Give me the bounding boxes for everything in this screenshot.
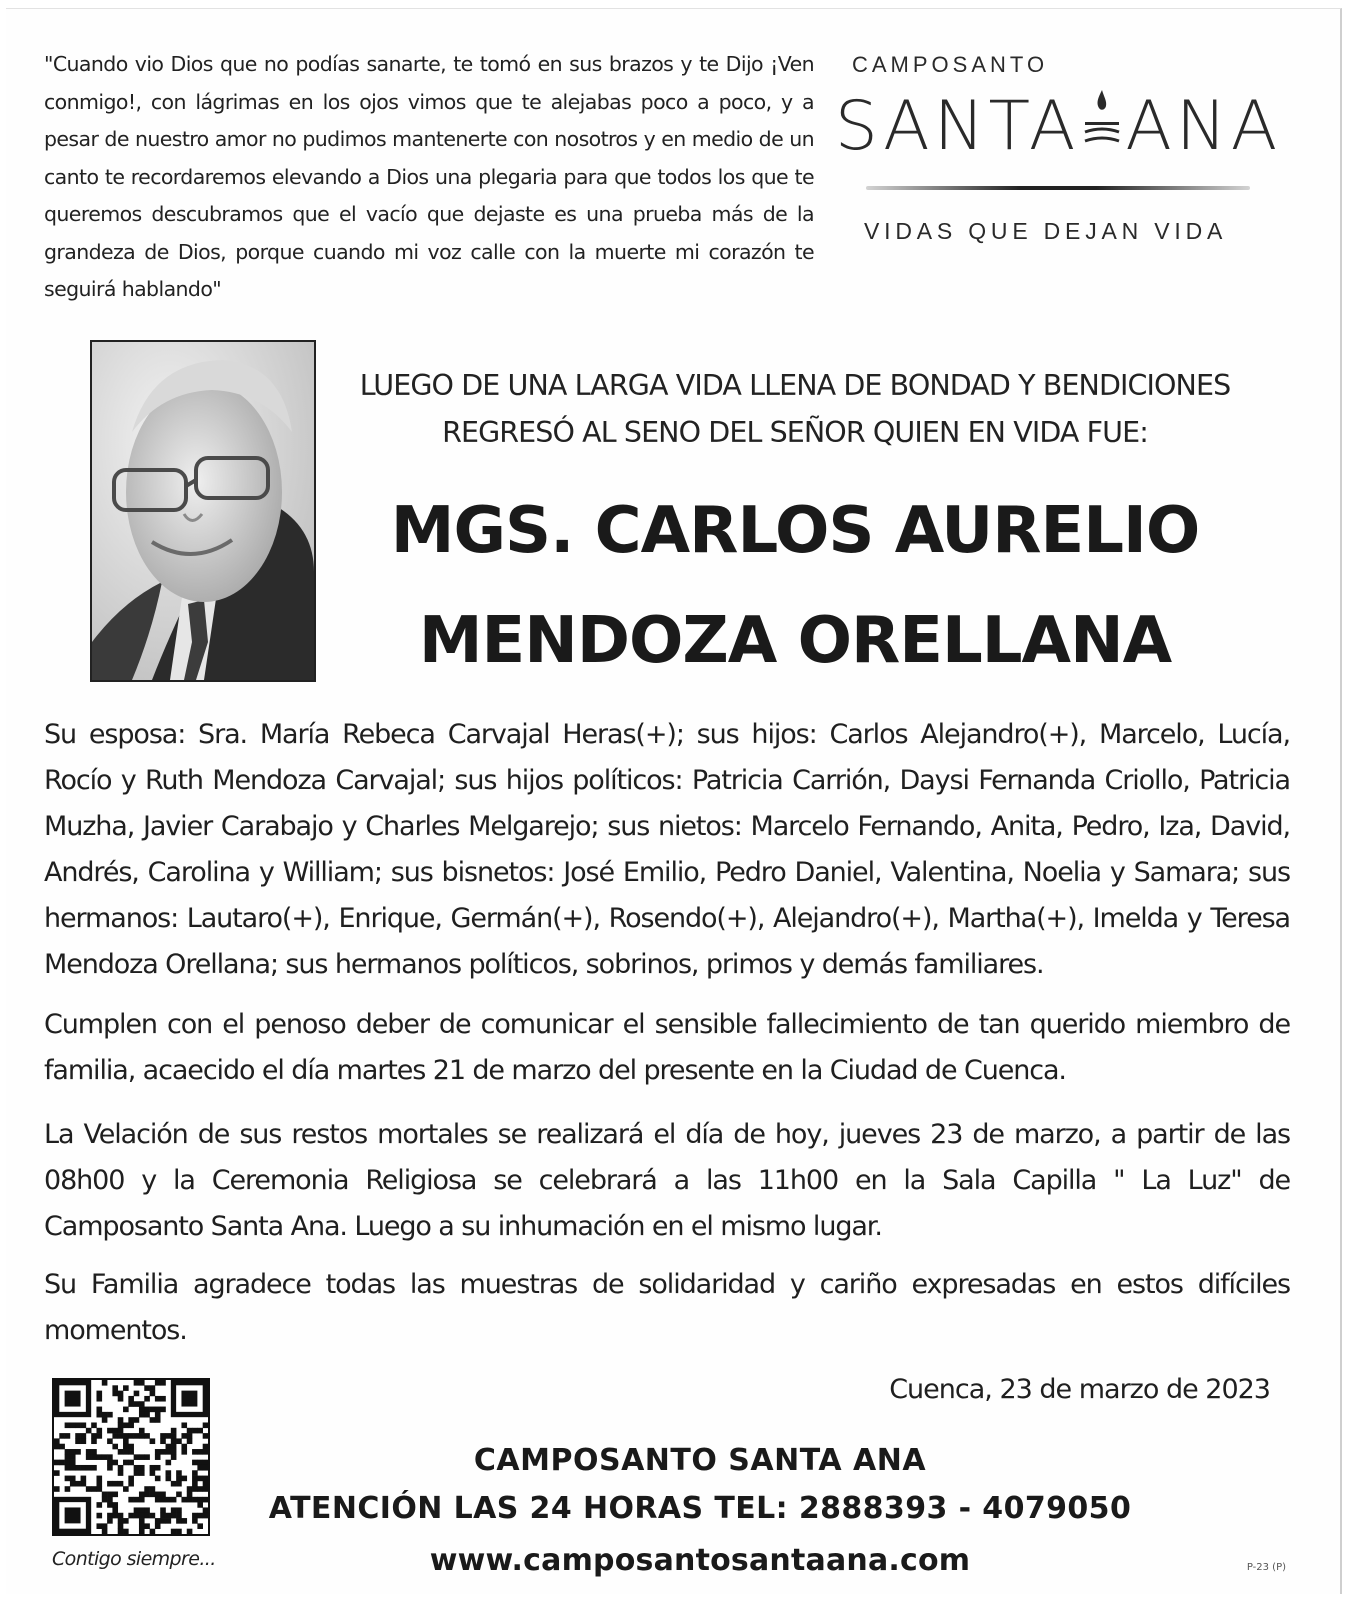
logo-top-text: CAMPOSANTO — [852, 52, 1049, 77]
memorial-quote: "Cuando vio Dios que no podías sanarte, te tomó en sus brazos y te Dijo ¡Ven conmigo!, con lágrimas en los ojos vimos que te alejabas poco a poco, y a pesar de nuestro amor no pudimos mantenerte con nosotros y en medio de un canto te recordaremos elevando a Dios una plegaria para que todos los que te queremos descubramos que el vacío que dejaste es una prueba más de la grandeza de Dios, porque cuando mi voz calle con la muerte mi corazón te seguirá hablando" — [44, 52, 814, 301]
deceased-photo — [90, 340, 316, 682]
announcement-paragraph: Cumplen con el penoso deber de comunicar el sensible fallecimiento de tan querido miembro de familia, acaecido el día martes 21 de marzo del presente en la Ciudad de Cuenca. — [44, 1009, 1290, 1086]
contact-website[interactable]: www.camposantosantaana.com — [429, 1543, 971, 1578]
qr-code[interactable] — [52, 1378, 210, 1536]
qr-code-icon — [54, 1380, 208, 1534]
logo-tagline: VIDAS QUE DEJAN VIDA — [864, 218, 1228, 244]
thanks-paragraph: Su Familia agradece todas las muestras de solidaridad y cariño expresadas en estos difíciles momentos. — [44, 1269, 1290, 1346]
intro-text — [330, 362, 1260, 456]
logo-wordmark — [832, 86, 1284, 166]
candle-flame-icon — [1081, 86, 1123, 166]
slogan: Contigo siempre... — [52, 1548, 216, 1570]
deceased-name-line-1: MGS. CARLOS AURELIO — [390, 494, 1200, 568]
deceased-name-line-2: MENDOZA ORELLANA — [418, 604, 1172, 678]
logo-word-left: SANTA — [834, 86, 1080, 166]
ad-code: P-23 (P) — [1246, 1562, 1286, 1573]
intro-line-2: REGRESÓ AL SENO DEL SEÑOR QUIEN EN VIDA FUE: — [442, 416, 1148, 449]
logo-divider — [866, 186, 1250, 190]
contact-name: CAMPOSANTO SANTA ANA — [473, 1443, 927, 1478]
wake-paragraph: La Velación de sus restos mortales se realizará el día de hoy, jueves 23 de marzo, a partir de las 08h00 y la Ceremonia Religiosa se celebrará a las 11h00 en la Sala Capilla " La Luz" de Camposanto Santa Ana. Luego a su inhumación en el mismo lugar. — [44, 1119, 1290, 1242]
family-paragraph: Su esposa: Sra. María Rebeca Carvajal Heras(+); sus hijos: Carlos Alejandro(+), Marcelo, Lucía, Rocío y Ruth Mendoza Carvajal; sus hijos políticos: Patricia Carrión, Daysi Fernanda Criollo, Patricia Muzha, Javier Carabajo y Charles Melgarejo; sus nietos: Marcelo Fernando, Anita, Pedro, Iza, David, Andrés, Carolina y William; sus bisnetos: José Emilio, Pedro Daniel, Valentina, Noelia y Samara; sus hermanos: Lautaro(+), Enrique, Germán(+), Rosendo(+), Alejandro(+), Martha(+), Imelda y Teresa Mendoza Orellana; sus hermanos políticos, sobrinos, primos y demás familiares. — [44, 719, 1290, 980]
contact-phone: ATENCIÓN LAS 24 HORAS TEL: 2888393 - 4079050 — [268, 1491, 1132, 1526]
contact-block — [235, 1438, 1165, 1588]
intro-line-1: LUEGO DE UNA LARGA VIDA LLENA DE BONDAD Y BENDICIONES — [359, 369, 1231, 402]
camposanto-santa-ana-logo — [834, 40, 1282, 250]
portrait-image — [92, 342, 314, 680]
date-line: Cuenca, 23 de marzo de 2023 — [889, 1374, 1270, 1405]
deceased-name — [330, 476, 1260, 696]
logo-word-right: ANA — [1125, 86, 1282, 166]
